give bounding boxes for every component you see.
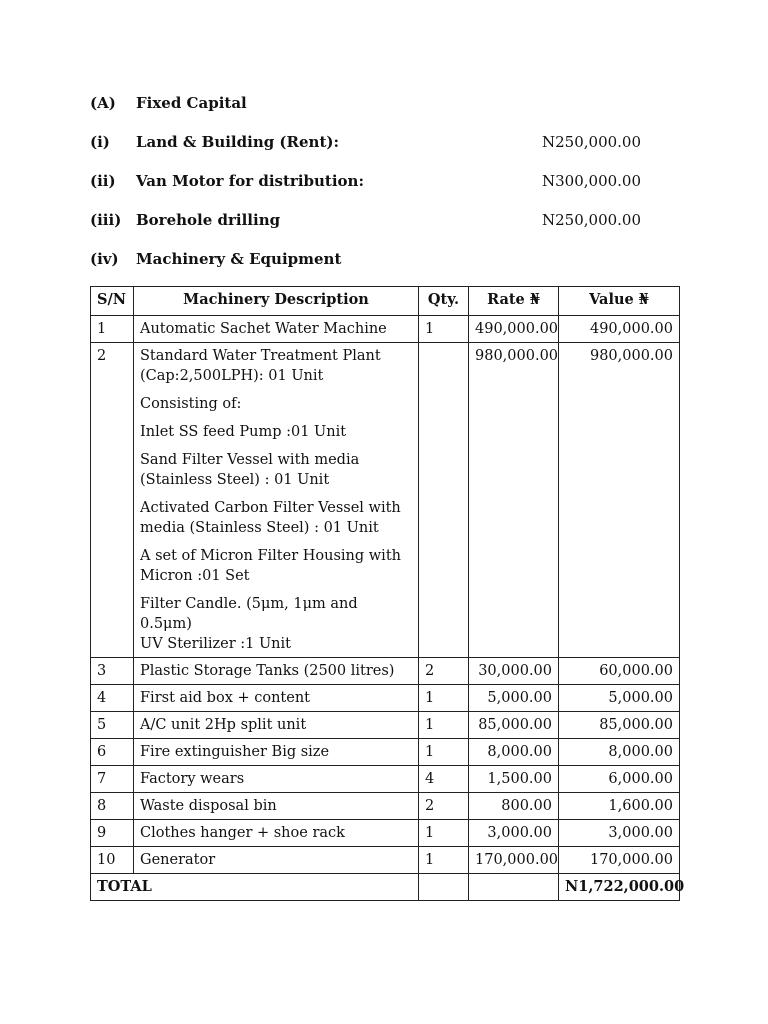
cell-description: Fire extinguisher Big size xyxy=(134,739,419,766)
header-value: Value ₦ xyxy=(559,287,680,316)
item-label: Land & Building (Rent): xyxy=(136,133,340,151)
cell-value: 490,000.00 xyxy=(559,316,680,343)
section-heading xyxy=(0,92,768,114)
cell-description xyxy=(134,343,419,658)
cell-rate: 5,000.00 xyxy=(469,685,559,712)
table-row xyxy=(91,793,680,820)
cell-value: 170,000.00 xyxy=(559,847,680,874)
description-line: Consisting of: xyxy=(140,396,242,412)
cell-sn: 9 xyxy=(91,820,134,847)
capital-item-land xyxy=(0,131,768,153)
total-row xyxy=(91,874,680,901)
cell-qty: 2 xyxy=(419,793,469,820)
machinery-table xyxy=(90,286,685,901)
total-qty-cell xyxy=(419,874,469,901)
cell-value: 5,000.00 xyxy=(559,685,680,712)
description-line: Inlet SS feed Pump :01 Unit xyxy=(140,424,347,440)
cell-description: Automatic Sachet Water Machine xyxy=(134,316,419,343)
item-amount: N300,000.00 xyxy=(542,172,642,190)
item-number: (iii) xyxy=(90,211,122,229)
cell-qty: 1 xyxy=(419,847,469,874)
cell-sn: 5 xyxy=(91,712,134,739)
cell-value: 6,000.00 xyxy=(559,766,680,793)
cell-sn: 3 xyxy=(91,658,134,685)
cell-qty: 1 xyxy=(419,712,469,739)
cell-qty: 2 xyxy=(419,658,469,685)
cell-rate: 980,000.00 xyxy=(469,343,559,658)
table-row xyxy=(91,343,680,658)
cell-value: 85,000.00 xyxy=(559,712,680,739)
total-rate-cell xyxy=(469,874,559,901)
table-row xyxy=(91,712,680,739)
item-label: Borehole drilling xyxy=(136,211,281,229)
description-line: Standard Water Treatment Plant (Cap:2,500LPH): 01 Unit xyxy=(140,348,381,384)
cell-description: Factory wears xyxy=(134,766,419,793)
description-line: Activated Carbon Filter Vessel with media (Stainless Steel) : 01 Unit xyxy=(140,500,401,536)
cell-sn: 2 xyxy=(91,343,134,658)
cell-description: Waste disposal bin xyxy=(134,793,419,820)
table-row xyxy=(91,847,680,874)
cell-rate: 170,000.00 xyxy=(469,847,559,874)
table-header-row xyxy=(91,287,680,316)
table-row xyxy=(91,316,680,343)
description-line: Sand Filter Vessel with media (Stainless Steel) : 01 Unit xyxy=(140,452,360,488)
cell-sn: 1 xyxy=(91,316,134,343)
capital-item-van xyxy=(0,170,768,192)
header-qty: Qty. xyxy=(419,287,469,316)
item-number: (iv) xyxy=(90,250,119,268)
table-row xyxy=(91,658,680,685)
cell-qty: 1 xyxy=(419,820,469,847)
cell-qty: 1 xyxy=(419,316,469,343)
cell-rate: 8,000.00 xyxy=(469,739,559,766)
cell-description: Clothes hanger + shoe rack xyxy=(134,820,419,847)
cell-value: 980,000.00 xyxy=(559,343,680,658)
cell-qty: 4 xyxy=(419,766,469,793)
cell-description: Plastic Storage Tanks (2500 litres) xyxy=(134,658,419,685)
cell-value: 3,000.00 xyxy=(559,820,680,847)
table-row xyxy=(91,685,680,712)
cell-sn: 8 xyxy=(91,793,134,820)
cell-qty xyxy=(419,343,469,658)
cell-sn: 4 xyxy=(91,685,134,712)
item-number: (ii) xyxy=(90,172,116,190)
cell-rate: 800.00 xyxy=(469,793,559,820)
cell-sn: 10 xyxy=(91,847,134,874)
capital-item-machinery xyxy=(0,248,768,270)
description-line: A set of Micron Filter Housing with Micron :01 Set xyxy=(140,548,401,584)
cell-sn: 6 xyxy=(91,739,134,766)
table-row xyxy=(91,766,680,793)
cell-description: A/C unit 2Hp split unit xyxy=(134,712,419,739)
cell-description: Generator xyxy=(134,847,419,874)
cell-rate: 490,000.00 xyxy=(469,316,559,343)
item-label: Van Motor for distribution: xyxy=(136,172,364,190)
cell-qty: 1 xyxy=(419,739,469,766)
header-rate: Rate ₦ xyxy=(469,287,559,316)
capital-item-borehole xyxy=(0,209,768,231)
cell-description: First aid box + content xyxy=(134,685,419,712)
item-amount: N250,000.00 xyxy=(542,211,642,229)
cell-value: 8,000.00 xyxy=(559,739,680,766)
item-amount: N250,000.00 xyxy=(542,133,642,151)
cell-rate: 30,000.00 xyxy=(469,658,559,685)
cell-value: 1,600.00 xyxy=(559,793,680,820)
cell-qty: 1 xyxy=(419,685,469,712)
cell-rate: 1,500.00 xyxy=(469,766,559,793)
cell-rate: 3,000.00 xyxy=(469,820,559,847)
description-line: UV Sterilizer :1 Unit xyxy=(140,636,291,652)
item-number: (i) xyxy=(90,133,110,151)
total-label: TOTAL xyxy=(91,874,419,901)
cell-value: 60,000.00 xyxy=(559,658,680,685)
total-value: N1,722,000.00 xyxy=(559,874,680,901)
table-row xyxy=(91,739,680,766)
header-description: Machinery Description xyxy=(134,287,419,316)
table-row xyxy=(91,820,680,847)
cell-sn: 7 xyxy=(91,766,134,793)
item-label: Machinery & Equipment xyxy=(136,250,342,268)
cell-rate: 85,000.00 xyxy=(469,712,559,739)
description-line: Filter Candle. (5μm, 1μm and 0.5μm) xyxy=(140,596,358,632)
section-marker: (A) xyxy=(90,94,116,112)
header-sn: S/N xyxy=(91,287,134,316)
section-title: Fixed Capital xyxy=(136,94,247,112)
